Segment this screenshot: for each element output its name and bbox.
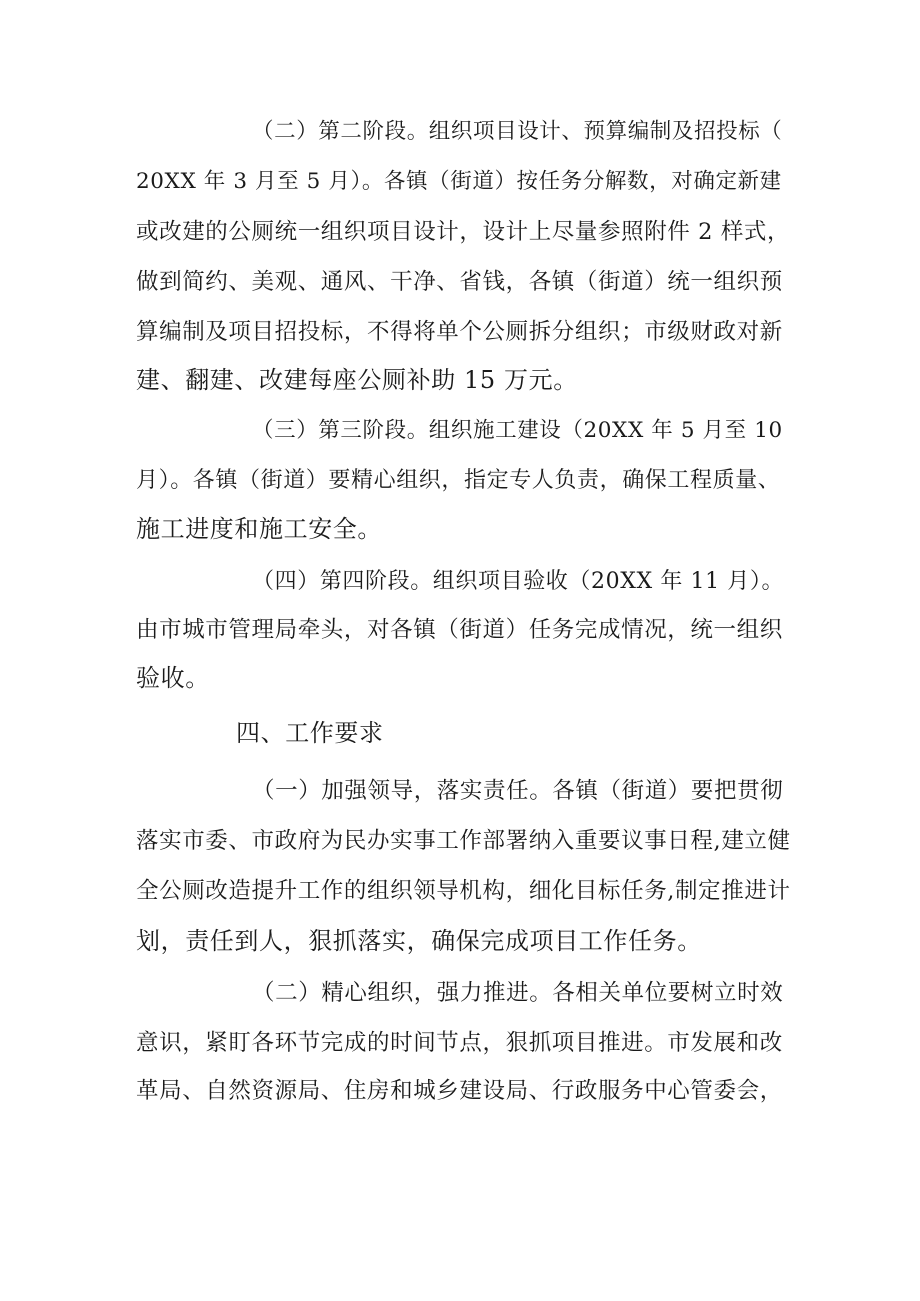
- text-line: 施工进度和施工安全。: [136, 515, 382, 543]
- text-line: 或改建的公厕统一组织项目设计，设计上尽量参照附件 2 样式，: [136, 219, 791, 245]
- text-line: 算编制及项目招投标，不得将单个公厕拆分组织；市级财政对新: [136, 319, 783, 345]
- text-line: 意识，紧盯各环节完成的时间节点，狠抓项目推进。市发展和改: [136, 1030, 783, 1056]
- text-line: 划，责任到人，狠抓落实，确保完成项目工作任务。: [136, 927, 702, 955]
- text-line: （四）第四阶段。组织项目验收（20XX 年 11 月）。: [252, 569, 785, 594]
- text-line: 月）。各镇（街道）要精心组织，指定专人负责，确保工程质量、: [136, 468, 781, 493]
- text-line: 落实市委、市政府为民办实事工作部署纳入重要议事日程,建立健: [136, 828, 791, 854]
- text-line: 由市城市管理局牵头，对各镇（街道）任务完成情况，统一组织: [136, 617, 783, 643]
- text-line: 20XX 年 3 月至 5 月）。各镇（街道）按任务分解数，对确定新建: [136, 169, 782, 194]
- text-line: 革局、自然资源局、住房和城乡建设局、行政服务中心管委会，: [136, 1078, 783, 1104]
- text-line: 做到简约、美观、通风、干净、省钱，各镇（街道）统一组织预: [136, 269, 783, 295]
- text-line: 建、翻建、改建每座公厕补助 15 万元。: [136, 366, 578, 394]
- text-line: （二）第二阶段。组织项目设计、预算编制及招投标（: [252, 119, 783, 144]
- section-heading: 四、工作要求: [236, 719, 384, 747]
- text-line: （一）加强领导，落实责任。各镇（街道）要把贯彻: [252, 778, 784, 804]
- text-line: （二）精心组织，强力推进。各相关单位要树立时效: [252, 980, 784, 1006]
- text-line: （三）第三阶段。组织施工建设（20XX 年 5 月至 10: [252, 418, 783, 443]
- text-line: 验收。: [136, 664, 210, 692]
- text-line: 全公厕改造提升工作的组织领导机构，细化目标任务,制定推进计: [136, 878, 791, 904]
